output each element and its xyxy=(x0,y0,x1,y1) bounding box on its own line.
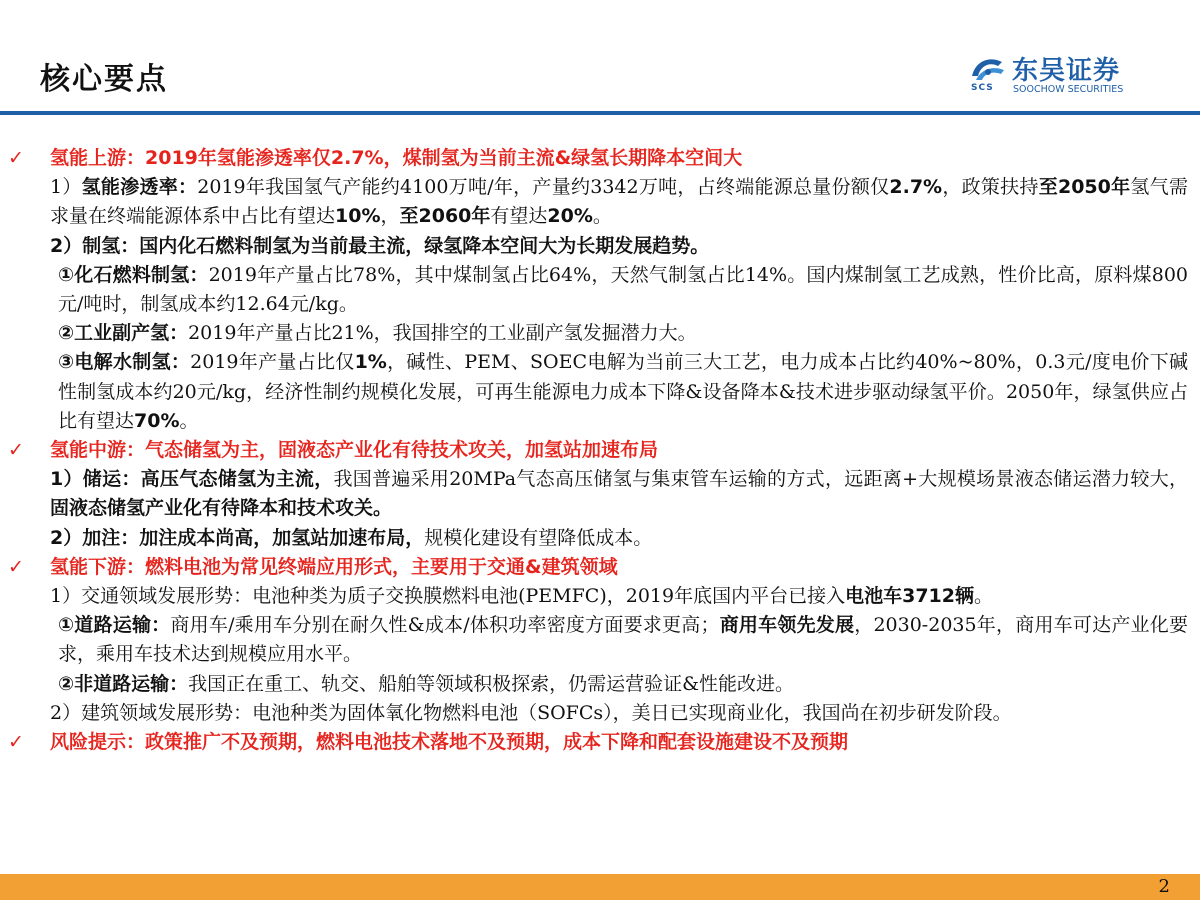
page-number: 2 xyxy=(1158,876,1170,897)
downstream-paragraph-road: ①道路运输：商用车/乘用车分别在耐久性&成本/体积功率密度方面要求更高；商用车领先发展，2030-2035年，商用车可达产业化要求，乘用车技术达到规模应用水平。 xyxy=(58,614,1188,666)
upstream-paragraph-production: 2）制氢：国内化石燃料制氢为当前最主流，绿氢降本空间大为长期发展趋势。 xyxy=(50,234,710,257)
title-divider xyxy=(0,111,1200,115)
midstream-paragraph-refueling: 2）加注：加注成本尚高，加氢站加速布局，规模化建设有望降低成本。 xyxy=(50,526,653,549)
midstream-paragraph-storage: 1）储运：高压气态储氢为主流，我国普遍采用20MPa气态高压储氢与集束管车运输的方式，远距离+大规模场景液态储运潜力较大，固液态储氢产业化有待降本和技术攻关。 xyxy=(50,468,1188,520)
logo-chinese-name: 东吴证券 xyxy=(1012,56,1121,86)
midstream-heading: ✓ 氢能中游：气态储氢为主，固液态产业化有待技术攻关，加氢站加速布局 xyxy=(8,436,1188,465)
main-content xyxy=(8,144,1188,757)
upstream-paragraph-fossil: ①化石燃料制氢：2019年产量占比78%，其中煤制氢占比64%，天然气制氢占比14%。国内煤制氢工艺成熟，性价比高，原料煤800元/吨时，制氢成本约12.64元/kg。 xyxy=(58,263,1189,316)
upstream-paragraph-byproduct: ②工业副产氢：2019年产量占比21%，我国排空的工业副产氢发掘潜力大。 xyxy=(58,322,697,345)
upstream-heading: ✓ 氢能上游：2019年氢能渗透率仅2.7%，煤制氢为当前主流&绿氢长期降本空间大 xyxy=(8,144,1188,173)
page-title: 核心要点 xyxy=(40,62,168,97)
checkmark-icon: ✓ xyxy=(8,731,24,754)
upstream-paragraph-penetration: 1）氢能渗透率：2019年我国氢气产能约4100万吨/年，产量约3342万吨，占终端能源总量份额仅2.7%，政策扶持至2050年氢气需求量在终端能源体系中占比有望达10%，至2060年有望达20%。 xyxy=(50,176,1188,228)
downstream-paragraph-building: 2）建筑领域发展形势：电池种类为固体氧化物燃料电池（SOFCs），美日已实现商业化，我国尚在初步研发阶段。 xyxy=(50,701,1012,724)
downstream-paragraph-transport: 1）交通领域发展形势：电池种类为质子交换膜燃料电池(PEMFC)，2019年底国内平台已接入电池车3712辆。 xyxy=(50,585,994,608)
logo-abbr: SCS xyxy=(971,83,994,93)
footer-bar xyxy=(0,874,1200,900)
company-logo xyxy=(968,50,1148,98)
logo-english-name: SOOCHOW SECURITIES xyxy=(1013,84,1124,95)
risk-heading: ✓ 风险提示：政策推广不及预期，燃料电池技术落地不及预期，成本下降和配套设施建设不及预期 xyxy=(8,728,1188,757)
page-header xyxy=(0,0,1200,116)
downstream-paragraph-nonroad: ②非道路运输：我国正在重工、轨交、船舶等领域积极探索，仍需运营验证&性能改进。 xyxy=(58,672,795,695)
downstream-heading: ✓ 氢能下游：燃料电池为常见终端应用形式，主要用于交通&建筑领域 xyxy=(8,553,1188,582)
checkmark-icon: ✓ xyxy=(8,147,24,169)
upstream-paragraph-electrolysis: ③电解水制氢：2019年产量占比仅1%，碱性、PEM、SOEC电解为当前三大工艺，电力成本占比约40%~80%，0.3元/度电价下碱性制氢成本约20元/kg，经济性制约规模化发展，可再生能源电力成本下降&设备降本&技术进步驱动绿氢平价。2050年，绿氢供应占比有望达70%。 xyxy=(58,351,1188,432)
checkmark-icon: ✓ xyxy=(8,555,24,578)
checkmark-icon: ✓ xyxy=(8,439,24,462)
